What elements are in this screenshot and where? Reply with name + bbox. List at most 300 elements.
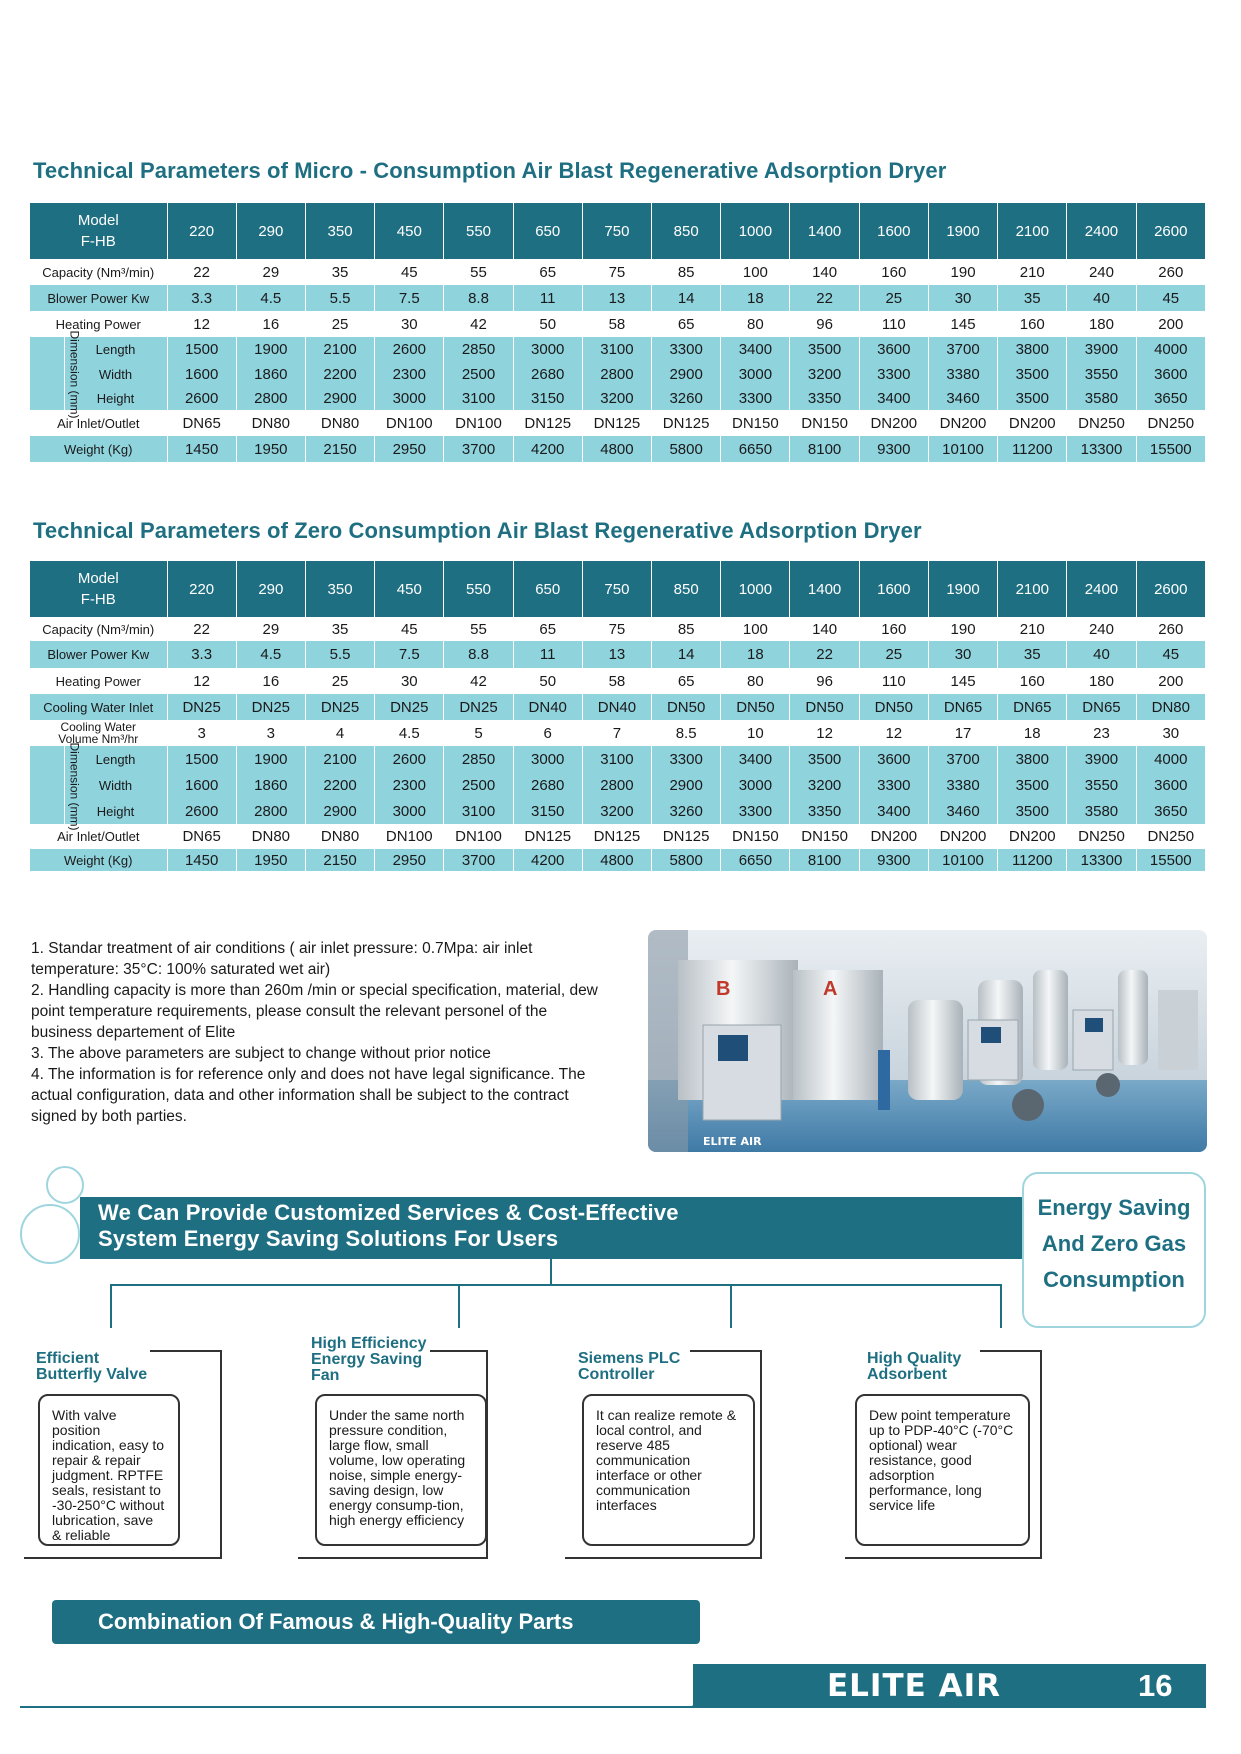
row-label: Blower Power Kw xyxy=(30,641,167,668)
model-header-cell: 350 xyxy=(305,203,374,259)
table-cell: DN80 xyxy=(305,410,374,436)
table-row xyxy=(30,436,1206,462)
table-cell: 14 xyxy=(652,285,721,311)
table-cell: DN125 xyxy=(582,824,651,849)
table-cell: 4.5 xyxy=(236,285,305,311)
table-cell: 2800 xyxy=(236,798,305,824)
table-cell: 96 xyxy=(790,668,859,694)
feature-box-butterfly-valve: With valve position indication, easy to repair & repair judgment. RPTFE seals, resistant to -30-250°C without lubrication, save & reliable xyxy=(38,1394,180,1546)
table-cell: DN150 xyxy=(790,410,859,436)
feature-title-butterfly-valve: Efficient Butterfly Valve xyxy=(36,1350,148,1383)
table-cell: 160 xyxy=(859,259,928,285)
table-cell: 5 xyxy=(444,720,513,746)
table-cell: 3300 xyxy=(652,337,721,362)
table-cell: DN80 xyxy=(236,410,305,436)
table-cell: 25 xyxy=(305,668,374,694)
model-header-cell: 220 xyxy=(167,203,236,259)
table-cell: DN40 xyxy=(582,694,651,720)
table-cell: 12 xyxy=(790,720,859,746)
connector-drop-4 xyxy=(1000,1284,1002,1328)
table-cell: 45 xyxy=(1136,285,1205,311)
table-cell: 1450 xyxy=(167,849,236,871)
table-cell: 3650 xyxy=(1136,798,1205,824)
table-cell: 145 xyxy=(928,311,997,337)
row-label: Width xyxy=(64,772,167,798)
table-cell: 200 xyxy=(1136,668,1205,694)
table-cell: 3260 xyxy=(652,798,721,824)
table-cell: 2600 xyxy=(167,386,236,410)
table-cell: 2200 xyxy=(305,772,374,798)
table-cell: 55 xyxy=(444,617,513,641)
table-cell: DN250 xyxy=(1067,824,1136,849)
model-header-cell: 450 xyxy=(375,561,444,617)
table-cell: 8.8 xyxy=(444,285,513,311)
feature-title-adsorbent: High Quality Adsorbent xyxy=(867,1350,962,1383)
table-cell: 140 xyxy=(790,617,859,641)
dimension-label: Dimension (mm) xyxy=(30,746,64,824)
table-cell: DN150 xyxy=(721,410,790,436)
model-header-cell: 1900 xyxy=(928,561,997,617)
table-cell: 2850 xyxy=(444,337,513,362)
table-cell: 100 xyxy=(721,259,790,285)
row-label: Air Inlet/Outlet xyxy=(30,410,167,436)
table-cell: 3100 xyxy=(582,337,651,362)
table-cell: 75 xyxy=(582,259,651,285)
feature-box-energy-saving-fan: Under the same north pressure condition, large flow, small volume, low operating noise, simple energy-saving design, low energy consump-tion, high energy efficiency xyxy=(315,1394,487,1546)
model-header-cell: 550 xyxy=(444,203,513,259)
table-cell: 3380 xyxy=(928,362,997,386)
table-cell: DN25 xyxy=(305,694,374,720)
feature-box-siemens-plc: It can realize remote & local control, and reserve 485 communication interface or other communication interfaces xyxy=(582,1394,755,1546)
table-row xyxy=(30,311,1206,337)
note-1: 1. Standar treatment of air conditions ( air inlet pressure: 0.7Mpa: air inlet temperature: 35°C: 100% saturated wet air) xyxy=(31,940,533,978)
table-cell: 80 xyxy=(721,668,790,694)
table-cell: 14 xyxy=(652,641,721,668)
model-header-cell: 1400 xyxy=(790,561,859,617)
table-cell: DN125 xyxy=(513,824,582,849)
panel-letter-a: A xyxy=(823,978,838,1000)
table-cell: DN100 xyxy=(444,824,513,849)
model-header-cell: 1600 xyxy=(859,561,928,617)
table-cell: 25 xyxy=(859,641,928,668)
table-cell: 160 xyxy=(998,311,1067,337)
table-cell: 240 xyxy=(1067,259,1136,285)
decor-circle-small xyxy=(46,1166,84,1204)
table-cell: 3550 xyxy=(1067,772,1136,798)
dimension-label: Dimension (mm) xyxy=(30,337,64,410)
table-cell: 3000 xyxy=(513,337,582,362)
row-label: Blower Power Kw xyxy=(30,285,167,311)
table-cell: 2900 xyxy=(652,772,721,798)
table-cell: 2100 xyxy=(305,337,374,362)
note-3: 3. The above parameters are subject to change without prior notice xyxy=(31,1045,491,1062)
row-label: Capacity (Nm³/min) xyxy=(30,259,167,285)
table-cell: 3100 xyxy=(582,746,651,772)
row-label: Weight (Kg) xyxy=(30,436,167,462)
table-cell: 65 xyxy=(513,259,582,285)
table-cell: 4.5 xyxy=(236,641,305,668)
table-row xyxy=(30,337,1206,362)
table-cell: 3460 xyxy=(928,798,997,824)
table-cell: DN80 xyxy=(305,824,374,849)
table-cell: 9300 xyxy=(859,436,928,462)
table-cell: DN200 xyxy=(859,410,928,436)
table-cell: 85 xyxy=(652,259,721,285)
table-cell: 50 xyxy=(513,311,582,337)
model-header-cell: 1900 xyxy=(928,203,997,259)
table-cell: DN65 xyxy=(928,694,997,720)
table-cell: 22 xyxy=(167,617,236,641)
table-cell: 3000 xyxy=(375,798,444,824)
row-label: Cooling Water Volume Nm³/hr xyxy=(30,720,167,746)
dryer-installation-photo xyxy=(648,930,1207,1152)
table-cell: 3000 xyxy=(513,746,582,772)
table-cell: 180 xyxy=(1067,668,1136,694)
model-header-cell: 450 xyxy=(375,203,444,259)
energy-saving-box: Energy Saving And Zero Gas Consumption xyxy=(1022,1172,1206,1328)
table-cell: 35 xyxy=(998,285,1067,311)
table-row xyxy=(30,259,1206,285)
table-cell: 4 xyxy=(305,720,374,746)
row-label: Cooling Water Inlet xyxy=(30,694,167,720)
table-cell: 3500 xyxy=(998,362,1067,386)
table-cell: 3400 xyxy=(859,386,928,410)
table-cell: 18 xyxy=(721,285,790,311)
model-header-cell: 290 xyxy=(236,561,305,617)
table-cell: 110 xyxy=(859,668,928,694)
model-header-cell: 650 xyxy=(513,561,582,617)
table-cell: 3200 xyxy=(582,386,651,410)
table-cell: 1600 xyxy=(167,362,236,386)
table-cell: 2150 xyxy=(305,436,374,462)
table-cell: 12 xyxy=(167,311,236,337)
table-cell: 80 xyxy=(721,311,790,337)
note-2: 2. Handling capacity is more than 260m /min or special specification, material, dew point temperature requirements, please consult the relevant personel of the business departement of Elite xyxy=(31,982,598,1041)
table-cell: 22 xyxy=(167,259,236,285)
table-cell: 2600 xyxy=(167,798,236,824)
table-cell: 13300 xyxy=(1067,849,1136,871)
table-cell: 3100 xyxy=(444,798,513,824)
table-cell: 5.5 xyxy=(305,641,374,668)
table-cell: 3550 xyxy=(1067,362,1136,386)
table-cell: 3900 xyxy=(1067,337,1136,362)
row-label: Heating Power xyxy=(30,668,167,694)
table-cell: 11200 xyxy=(998,436,1067,462)
table-cell: DN65 xyxy=(167,410,236,436)
table-cell: 35 xyxy=(305,617,374,641)
table-cell: 3300 xyxy=(721,798,790,824)
table-cell: DN100 xyxy=(375,410,444,436)
table-cell: 2150 xyxy=(305,849,374,871)
notes xyxy=(31,938,601,1127)
table-cell: 1950 xyxy=(236,849,305,871)
page-number: 16 xyxy=(1138,1668,1173,1703)
table-cell: 180 xyxy=(1067,311,1136,337)
table-cell: 3600 xyxy=(1136,362,1205,386)
table-cell: 25 xyxy=(305,311,374,337)
table-cell: 18 xyxy=(998,720,1067,746)
table-row xyxy=(30,746,1206,772)
table-cell: 65 xyxy=(652,311,721,337)
table-cell: 160 xyxy=(859,617,928,641)
table-cell: 10 xyxy=(721,720,790,746)
row-label: Width xyxy=(64,362,167,386)
table-cell: 3150 xyxy=(513,798,582,824)
table-cell: 10100 xyxy=(928,849,997,871)
table-row xyxy=(30,720,1206,746)
model-header-cell: 750 xyxy=(582,203,651,259)
table-cell: 30 xyxy=(375,311,444,337)
table-row xyxy=(30,668,1206,694)
table1-title: Technical Parameters of Micro - Consumption Air Blast Regenerative Adsorption Dryer xyxy=(33,158,947,183)
table-cell: 29 xyxy=(236,617,305,641)
table-cell: 145 xyxy=(928,668,997,694)
table-cell: 12 xyxy=(859,720,928,746)
table-cell: 45 xyxy=(375,617,444,641)
table-cell: 10100 xyxy=(928,436,997,462)
table-cell: 23 xyxy=(1067,720,1136,746)
table-cell: 65 xyxy=(652,668,721,694)
table-cell: 15500 xyxy=(1136,436,1205,462)
table-cell: 12 xyxy=(167,668,236,694)
model-header-cell: 1000 xyxy=(721,203,790,259)
table-cell: DN250 xyxy=(1067,410,1136,436)
table-cell: 210 xyxy=(998,617,1067,641)
table-cell: 45 xyxy=(1136,641,1205,668)
model-header-cell: 350 xyxy=(305,561,374,617)
table-cell: 3580 xyxy=(1067,798,1136,824)
table-cell: 50 xyxy=(513,668,582,694)
services-banner-text: We Can Provide Customized Services & Cost-Effective System Energy Saving Solutions For Users xyxy=(98,1200,679,1251)
table-cell: 1500 xyxy=(167,746,236,772)
table-cell: 3700 xyxy=(928,337,997,362)
table-cell: 13300 xyxy=(1067,436,1136,462)
table-cell: 96 xyxy=(790,311,859,337)
table-cell: 7.5 xyxy=(375,285,444,311)
table-row xyxy=(30,285,1206,311)
table-cell: DN125 xyxy=(513,410,582,436)
table-cell: 3600 xyxy=(859,337,928,362)
model-header-cell: 2100 xyxy=(998,561,1067,617)
table-cell: 55 xyxy=(444,259,513,285)
table-cell: DN25 xyxy=(236,694,305,720)
table-cell: 3700 xyxy=(928,746,997,772)
table-cell: 75 xyxy=(582,617,651,641)
table-cell: 3 xyxy=(236,720,305,746)
table-cell: 3260 xyxy=(652,386,721,410)
table-cell: 190 xyxy=(928,617,997,641)
connector-drop-2 xyxy=(458,1284,460,1328)
table-cell: 1860 xyxy=(236,772,305,798)
table-cell: 8.8 xyxy=(444,641,513,668)
table-cell: DN25 xyxy=(167,694,236,720)
table-cell: 22 xyxy=(790,641,859,668)
table-cell: DN200 xyxy=(998,410,1067,436)
table-row xyxy=(30,798,1206,824)
table-cell: 140 xyxy=(790,259,859,285)
table-cell: 2800 xyxy=(582,362,651,386)
table-cell: 11 xyxy=(513,285,582,311)
table-cell: 3.3 xyxy=(167,285,236,311)
row-label: Height xyxy=(64,798,167,824)
table-cell: 3300 xyxy=(721,386,790,410)
table-cell: 30 xyxy=(928,285,997,311)
table-cell: 2800 xyxy=(582,772,651,798)
table-row xyxy=(30,386,1206,410)
table-cell: 4200 xyxy=(513,436,582,462)
table-cell: 5800 xyxy=(652,849,721,871)
table-cell: 3500 xyxy=(998,772,1067,798)
row-label: Height xyxy=(64,386,167,410)
table-cell: 35 xyxy=(998,641,1067,668)
model-header-cell: 290 xyxy=(236,203,305,259)
table-cell: DN50 xyxy=(652,694,721,720)
model-header-cell: 220 xyxy=(167,561,236,617)
table-cell: 3500 xyxy=(998,798,1067,824)
table-cell: 3500 xyxy=(790,746,859,772)
table-cell: 8100 xyxy=(790,849,859,871)
table-cell: 2950 xyxy=(375,436,444,462)
elite-air-logo: ELITE AIR xyxy=(827,1668,1001,1704)
table-cell: 190 xyxy=(928,259,997,285)
table-cell: DN65 xyxy=(167,824,236,849)
table-cell: 30 xyxy=(375,668,444,694)
model-header: Model F-HB xyxy=(30,203,167,259)
model-header: Model F-HB xyxy=(30,561,167,617)
table-cell: 3000 xyxy=(375,386,444,410)
table-cell: DN50 xyxy=(721,694,790,720)
table-cell: 2900 xyxy=(652,362,721,386)
table-cell: 2300 xyxy=(375,362,444,386)
table-cell: DN250 xyxy=(1136,824,1205,849)
table-cell: 3650 xyxy=(1136,386,1205,410)
table-cell: 11200 xyxy=(998,849,1067,871)
table-row xyxy=(30,849,1206,871)
table-cell: 3000 xyxy=(721,362,790,386)
table-row xyxy=(30,410,1206,436)
table-cell: 2950 xyxy=(375,849,444,871)
table-cell: 1450 xyxy=(167,436,236,462)
table-cell: 1860 xyxy=(236,362,305,386)
model-header-cell: 2400 xyxy=(1067,561,1136,617)
table-cell: 13 xyxy=(582,641,651,668)
table-cell: 2800 xyxy=(236,386,305,410)
table-cell: DN150 xyxy=(721,824,790,849)
connector-drop-3 xyxy=(730,1284,732,1328)
model-header-cell: 650 xyxy=(513,203,582,259)
table-cell: 2600 xyxy=(375,746,444,772)
table-cell: 3000 xyxy=(721,772,790,798)
table-cell: 2900 xyxy=(305,798,374,824)
table-cell: 3350 xyxy=(790,386,859,410)
note-4: 4. The information is for reference only and does not have legal significance. The actual configuration, data and other information shall be subject to the contract signed by both parties. xyxy=(31,1066,586,1125)
feature-title-energy-saving-fan: High Efficiency Energy Saving Fan xyxy=(311,1335,427,1384)
table-cell: 3460 xyxy=(928,386,997,410)
table-cell: 2600 xyxy=(375,337,444,362)
table-cell: 22 xyxy=(790,285,859,311)
combination-banner: Combination Of Famous & High-Quality Parts xyxy=(52,1600,700,1644)
table-cell: 5.5 xyxy=(305,285,374,311)
table-cell: DN100 xyxy=(375,824,444,849)
table-cell: DN200 xyxy=(928,824,997,849)
table-cell: 3150 xyxy=(513,386,582,410)
table-row xyxy=(30,694,1206,720)
table-cell: 260 xyxy=(1136,259,1205,285)
table-cell: DN50 xyxy=(790,694,859,720)
table-cell: 3 xyxy=(167,720,236,746)
table-cell: 30 xyxy=(928,641,997,668)
table-cell: 1900 xyxy=(236,337,305,362)
table-cell: 3300 xyxy=(859,362,928,386)
table-cell: 8100 xyxy=(790,436,859,462)
table-cell: 260 xyxy=(1136,617,1205,641)
table-cell: 3800 xyxy=(998,746,1067,772)
table-cell: 240 xyxy=(1067,617,1136,641)
table-cell: 1500 xyxy=(167,337,236,362)
table-cell: 42 xyxy=(444,311,513,337)
table-cell: 40 xyxy=(1067,285,1136,311)
table-cell: 3100 xyxy=(444,386,513,410)
table-cell: 7.5 xyxy=(375,641,444,668)
table-cell: 3400 xyxy=(721,746,790,772)
photo-logo: ELITE AIR xyxy=(703,1135,762,1148)
table-cell: DN50 xyxy=(859,694,928,720)
table-cell: 3380 xyxy=(928,772,997,798)
table-cell: 2300 xyxy=(375,772,444,798)
table-cell: 4800 xyxy=(582,436,651,462)
table-cell: DN125 xyxy=(652,410,721,436)
model-header-cell: 2600 xyxy=(1136,203,1205,259)
table2-title: Technical Parameters of Zero Consumption Air Blast Regenerative Adsorption Dryer xyxy=(33,518,922,543)
table-cell: 15500 xyxy=(1136,849,1205,871)
table-cell: 160 xyxy=(998,668,1067,694)
feature-box-adsorbent: Dew point temperature up to PDP-40°C (-70°C optional) wear resistance, good adsorption performance, long service life xyxy=(855,1394,1030,1546)
table-cell: 110 xyxy=(859,311,928,337)
table-cell: 45 xyxy=(375,259,444,285)
table-row xyxy=(30,641,1206,668)
table-cell: 18 xyxy=(721,641,790,668)
model-header-cell: 1600 xyxy=(859,203,928,259)
table-cell: 29 xyxy=(236,259,305,285)
table-cell: 58 xyxy=(582,668,651,694)
model-header-cell: 750 xyxy=(582,561,651,617)
table-cell: 100 xyxy=(721,617,790,641)
table-row xyxy=(30,772,1206,798)
model-header-cell: 2400 xyxy=(1067,203,1136,259)
table-cell: 210 xyxy=(998,259,1067,285)
table-cell: DN200 xyxy=(859,824,928,849)
table-cell: DN40 xyxy=(513,694,582,720)
table-cell: 6650 xyxy=(721,436,790,462)
table-cell: 1600 xyxy=(167,772,236,798)
table-cell: 25 xyxy=(859,285,928,311)
decor-circle-large xyxy=(20,1204,80,1264)
connector-drop-1 xyxy=(110,1284,112,1328)
table-cell: 3700 xyxy=(444,849,513,871)
table-cell: 3900 xyxy=(1067,746,1136,772)
table-cell: 3200 xyxy=(790,772,859,798)
table-cell: 3400 xyxy=(721,337,790,362)
table-cell: 3300 xyxy=(652,746,721,772)
table-cell: 35 xyxy=(305,259,374,285)
model-header-cell: 1000 xyxy=(721,561,790,617)
table-cell: 30 xyxy=(1136,720,1205,746)
table-cell: 1900 xyxy=(236,746,305,772)
table-cell: 6 xyxy=(513,720,582,746)
table-cell: 58 xyxy=(582,311,651,337)
table-cell: DN80 xyxy=(1136,694,1205,720)
table-cell: DN80 xyxy=(236,824,305,849)
